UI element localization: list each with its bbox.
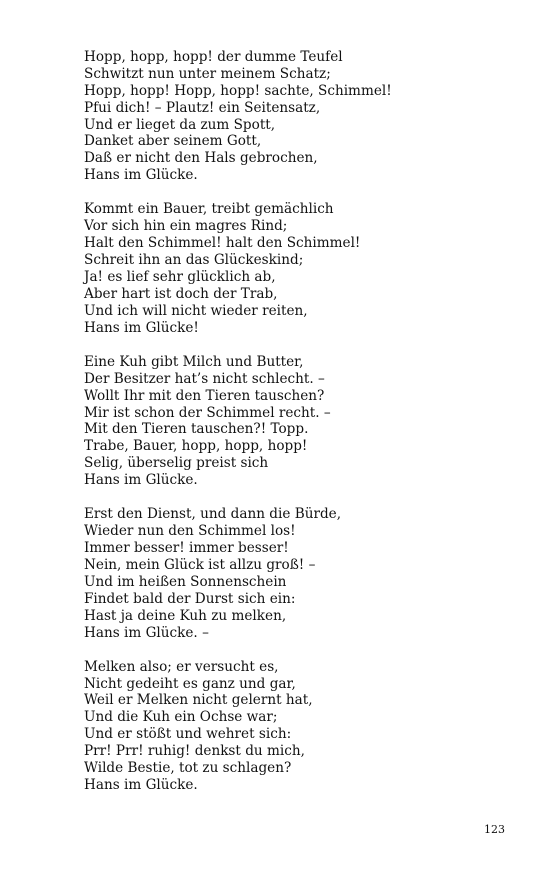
verse-line: Wilde Bestie, tot zu schlagen? [84, 760, 292, 777]
poem-body [84, 49, 504, 811]
page-number: 123 [484, 823, 505, 836]
verse-line: Der Besitzer hat’s nicht schlecht. – [84, 370, 325, 387]
stanza [84, 49, 504, 184]
verse-line: Wieder nun den Schimmel los! [84, 523, 296, 540]
verse-line: Vor sich hin ein magres Rind; [84, 218, 288, 235]
verse-line: Hans im Glücke! [84, 319, 199, 336]
verse-line: Prr! Prr! ruhig! denkst du mich, [84, 743, 305, 760]
verse-line: Immer besser! immer besser! [84, 540, 289, 557]
verse-line: Und im heißen Sonnenschein [84, 573, 287, 590]
stanza [84, 201, 504, 336]
verse-line: Aber hart ist doch der Trab, [84, 285, 278, 302]
verse-line: Nein, mein Glück ist allzu groß! – [84, 556, 316, 573]
verse-line: Danket aber seinem Gott, [84, 133, 262, 150]
verse-line: Weil er Melken nicht gelernt hat, [84, 692, 313, 709]
verse-line: Hast ja deine Kuh zu melken, [84, 607, 287, 624]
verse-line: Trabe, Bauer, hopp, hopp, hopp! [84, 438, 308, 455]
verse-line: Und die Kuh ein Ochse war; [84, 709, 278, 726]
stanza [84, 354, 504, 489]
verse-line: Mir ist schon der Schimmel recht. – [84, 404, 331, 421]
verse-line: Daß er nicht den Hals gebrochen, [84, 150, 318, 167]
verse-line: Hopp, hopp, hopp! der dumme Teufel [84, 49, 343, 65]
verse-line: Halt den Schimmel! halt den Schimmel! [84, 235, 361, 252]
stanza [84, 659, 504, 794]
verse-line: Schwitzt nun unter meinem Schatz; [84, 65, 331, 82]
verse-line: Hans im Glücke. [84, 776, 198, 793]
verse-line: Und er stößt und wehret sich: [84, 726, 292, 743]
verse-line: Schreit ihn an das Glückeskind; [84, 252, 304, 269]
verse-line: Wollt Ihr mit den Tieren tauschen? [84, 387, 325, 404]
verse-line: Erst den Dienst, und dann die Bürde, [84, 506, 342, 523]
verse-line: Findet bald der Durst sich ein: [84, 590, 296, 607]
verse-line: Und er lieget da zum Spott, [84, 116, 276, 133]
verse-line: Melken also; er versucht es, [84, 658, 279, 675]
verse-line: Ja! es lief sehr glücklich ab, [84, 268, 276, 285]
verse-line: Selig, überselig preist sich [84, 455, 269, 472]
verse-line: Pfui dich! – Plautz! ein Seitensatz, [84, 99, 321, 116]
verse-line: Hans im Glücke. – [84, 624, 209, 641]
verse-line: Kommt ein Bauer, treibt gemächlich [84, 201, 334, 218]
stanza [84, 506, 504, 641]
verse-line: Hans im Glücke. [84, 472, 198, 489]
verse-line: Mit den Tieren tauschen?! Topp. [84, 421, 309, 438]
verse-line: Und ich will nicht wieder reiten, [84, 302, 308, 319]
verse-line: Eine Kuh gibt Milch und Butter, [84, 353, 304, 370]
verse-line: Hans im Glücke. [84, 167, 198, 184]
verse-line: Nicht gedeiht es ganz und gar, [84, 675, 296, 692]
verse-line: Hopp, hopp! Hopp, hopp! sachte, Schimmel! [84, 82, 392, 99]
